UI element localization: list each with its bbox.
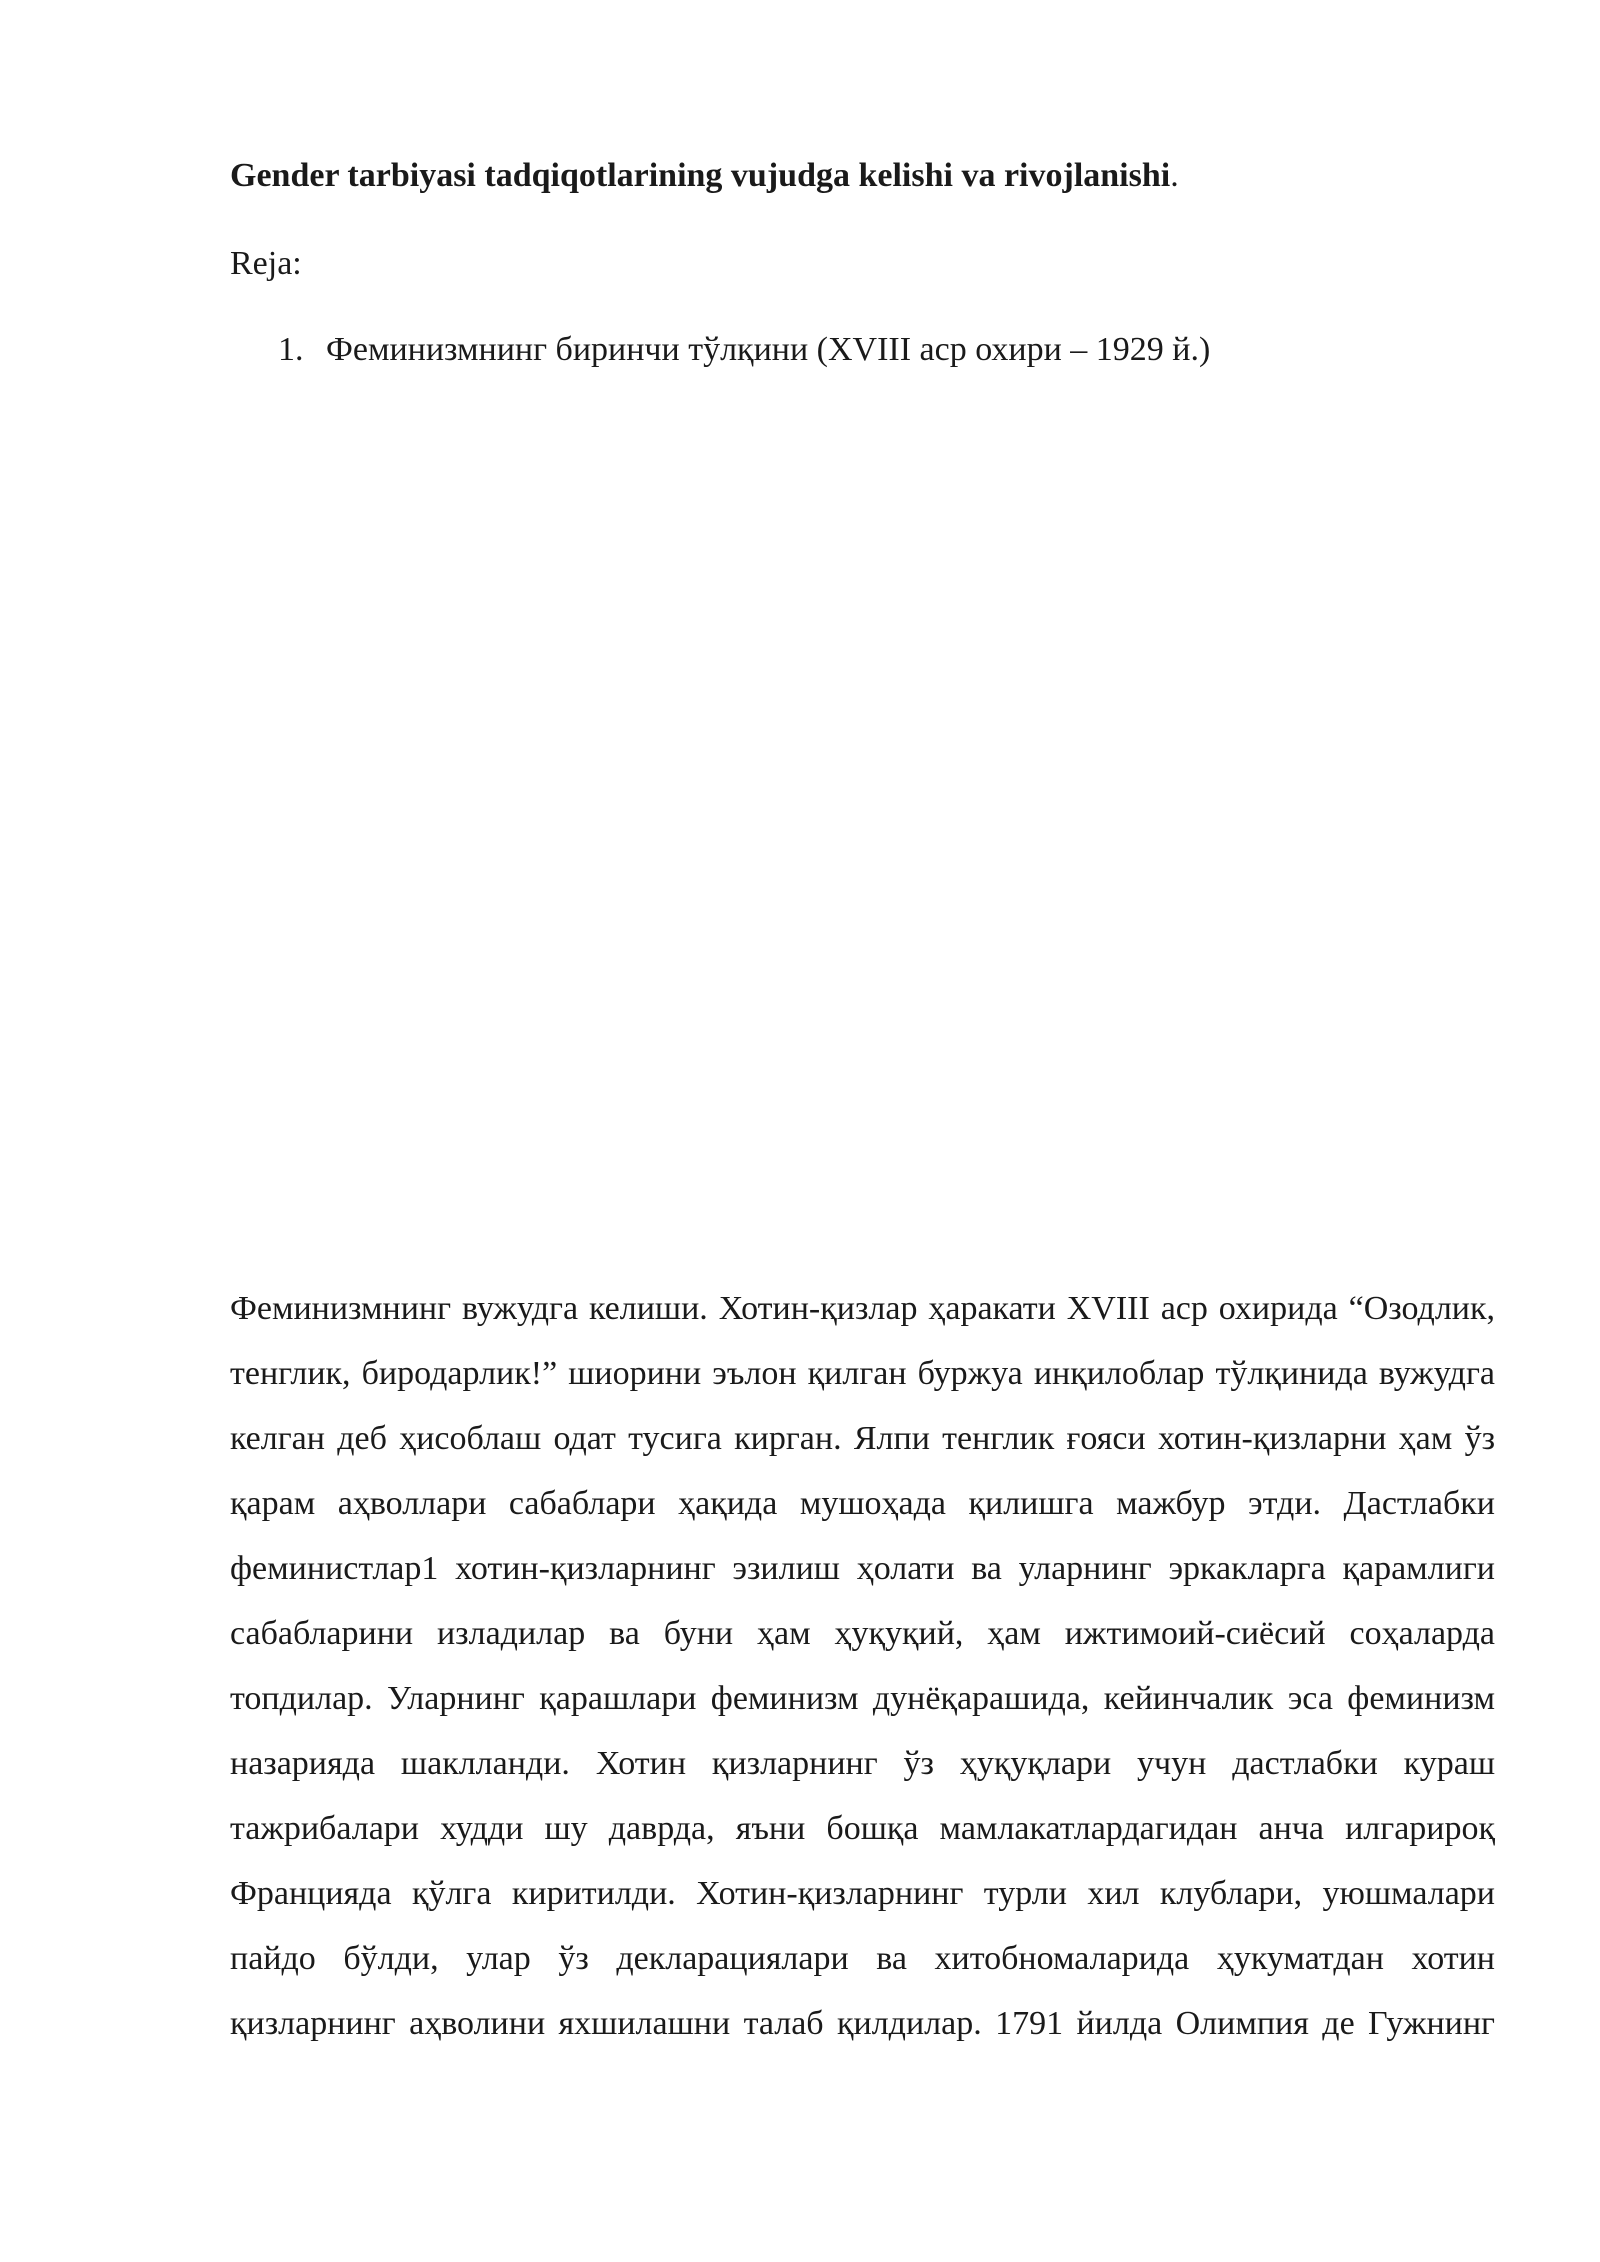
plan-heading: Reja: bbox=[230, 245, 302, 282]
plan-item bbox=[230, 326, 1210, 374]
body-paragraph: Феминизмнинг вужудга келиши. Хотин-қизлар ҳаракати XVIII аср охирида “Озодлик, тенглик, биродарлик!” шиорини эълон қилган буржуа инқилоблар тўлқинида вужудга келган деб ҳисоблаш одат тусига кирган. Ялпи тенглик ғояси хотин-қизларни ҳам ўз қарам аҳволлари сабаблари ҳақида мушоҳада қилишга мажбур этди. Дастлабки феминистлар1 хотин-қизларнинг эзилиш ҳолати ва уларнинг эркакларга қарамлиги сабабларини изладилар ва буни ҳам ҳуқуқий, ҳам ижтимоий-сиёсий соҳаларда топдилар. Уларнинг қарашлари феминизм дунёқарашида, кейинчалик эса феминизм назарияда шаклланди. Хотин қизларнинг ўз ҳуқуқлари учун дастлабки кураш тажрибалари худди шу даврда, яъни бошқа мамлакатлардагидан анча илгарироқ Францияда қўлга киритилди. Хотин-қизларнинг турли хил клублари, уюшмалари пайдо бўлди, улар ўз декларациялари ва хитобномаларида ҳукуматдан хотин қизларнинг аҳволини яхшилашни талаб қилдилар. 1791 йилда Олимпия де Гужнинг bbox=[230, 1290, 1495, 2042]
plan-list bbox=[230, 326, 1210, 374]
plan-item-text: Феминизмнинг биринчи тўлқини (XVIII аср охири – 1929 й.) bbox=[326, 331, 1211, 368]
plan-item-number: 1. bbox=[278, 331, 304, 368]
document-title bbox=[230, 152, 1179, 200]
document-title-suffix: . bbox=[1170, 157, 1179, 194]
document-title-text: Gender tarbiyasi tadqiqotlarining vujudga kelishi va rivojlanishi bbox=[230, 157, 1171, 194]
